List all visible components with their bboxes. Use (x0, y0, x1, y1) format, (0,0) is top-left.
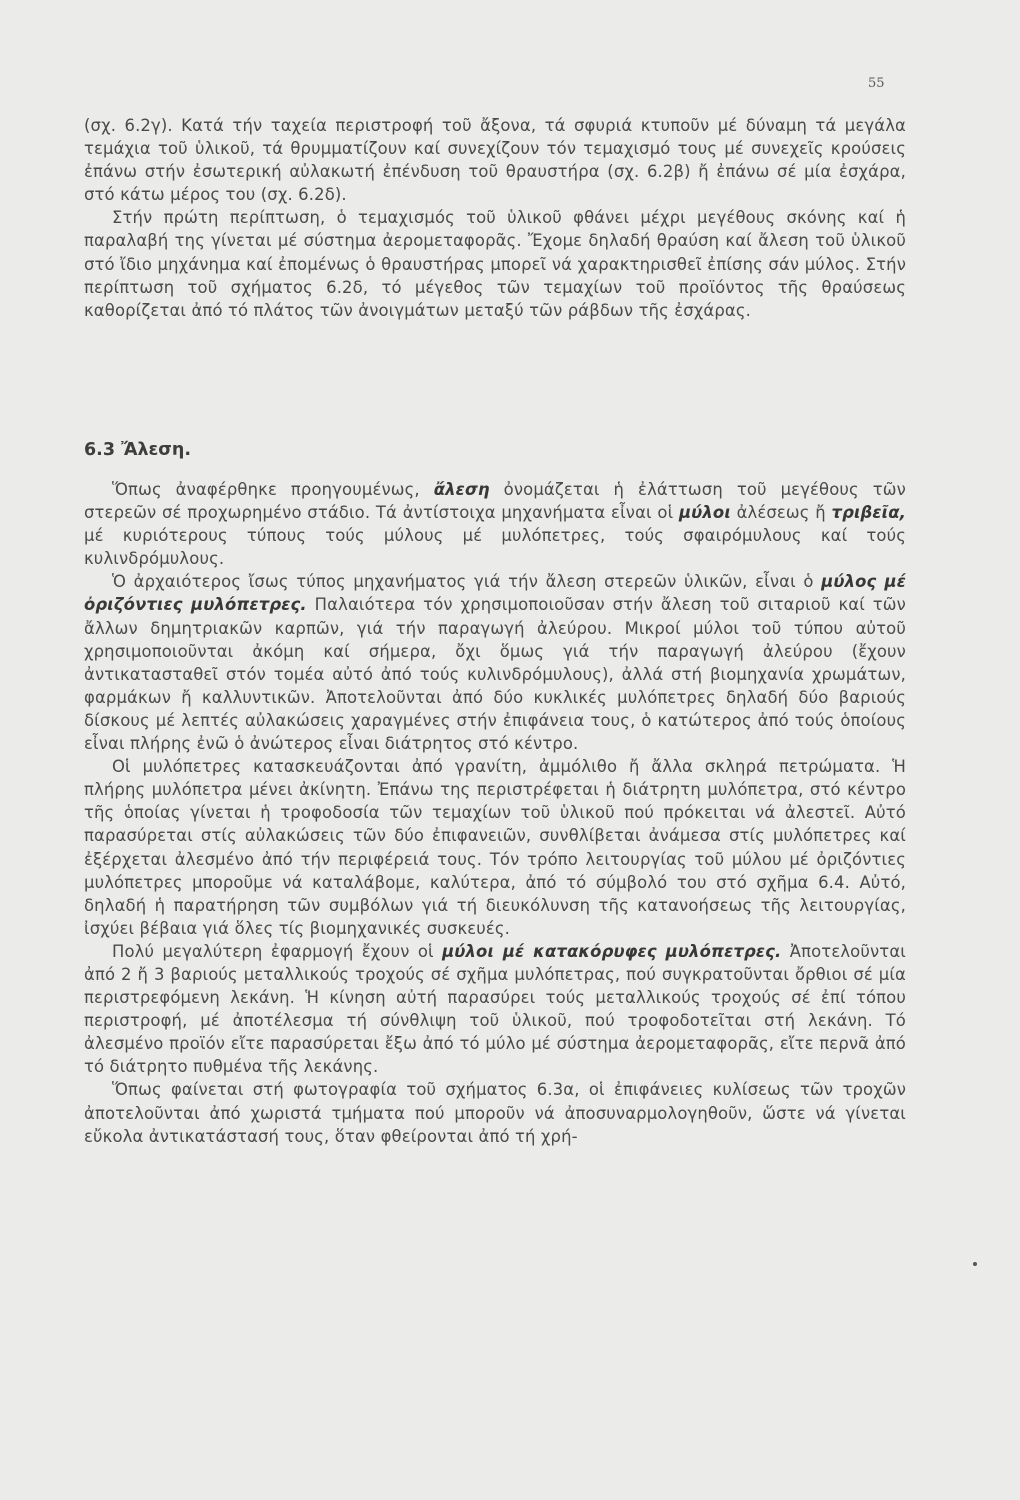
paragraph (84, 478, 906, 570)
text-run: Παλαιότερα τόν χρησιμοποιοῦσαν στήν ἄλεση τοῦ σιταριοῦ καί τῶν ἄλλων δημητριακῶν καρπῶν, γιά τήν παραγωγή ἀλεύρου. Μικροί μύλοι τοῦ τύπου αὐτοῦ χρησιμοποιοῦνται ἀκόμη καί σήμερα, ὄχι ὅμως γιά τήν παραγωγή ἀλεύρου (ἔχουν ἀντικατασταθεῖ στόν τομέα αὐτό ἀπό τούς κυλινδρόμυλους), ἀλλά στή βιομηχανία χρωμάτων, φαρμάκων ἤ καλλυντικῶν. Ἀποτελοῦνται ἀπό δύο κυκλικές μυλόπετρες δηλαδή δύο βαριούς δίσκους μέ λεπτές αὐλακώσεις χαραγμένες στήν ἐπιφάνεια τους, ὁ κατώτερος ἀπό τούς ὁποίους εἶναι πλήρης ἐνῶ ὁ ἀνώτερος εἶναι διάτρητος στό κέντρο. (84, 595, 906, 754)
text-run: Πολύ μεγαλύτερη ἐφαρμογή ἔχουν οἱ (112, 941, 434, 961)
text-block-bottom (84, 478, 906, 1148)
section-heading: 6.3 Ἄλεση. (84, 440, 192, 460)
term-horizontal-millstones: μύλος μέ ὀριζόντιες μυλόπετρες. (84, 572, 906, 615)
term-myloi: μύλοι (678, 503, 731, 523)
term-trivia: τριβεῖα, (831, 503, 906, 523)
paragraph-continued: (σχ. 6.2γ). Κατά τήν ταχεία περιστροφή τοῦ ἄξονα, τά σφυριά κτυποῦν μέ δύναμη τά μεγάλα τεμάχια τοῦ ὑλικοῦ, τά θρυμματίζουν καί συνεχίζουν τόν τεμαχισμό τους μέ συνεχεῖς κρούσεις ἐπάνω στήν ἐσωτερική αὐλακωτή ἐπένδυση τοῦ θραυστήρα (σχ. 6.2β) ἤ ἐπάνω σέ μία ἐσχάρα, στό κάτω μέρος του (σχ. 6.2δ). (84, 116, 906, 205)
paragraph (84, 570, 906, 755)
text-run: μέ κυριότερους τύπους τούς μύλους μέ μυλόπετρες, τούς σφαιρόμυλους καί τούς κυλινδρόμυλους. (84, 526, 906, 569)
paragraph: Στήν πρώτη περίπτωση, ὁ τεμαχισμός τοῦ ὑλικοῦ φθάνει μέχρι μεγέθους σκόνης καί ἡ παραλαβή της γίνεται μέ σύστημα ἀερομεταφορᾶς. Ἔχομε δηλαδή θραύση καί ἄλεση τοῦ ὑλικοῦ στό ἴδιο μηχάνημα καί ἐπομένως ὁ θραυστήρας μπορεῖ νά χαρακτηρισθεῖ ἐπίσης σάν μύλος. Στήν περίπτωση τοῦ σχήματος 6.2δ, τό μέγεθος τῶν τεμαχίων τοῦ προϊόντος τῆς θραύσεως καθορίζεται ἀπό τό πλάτος τῶν ἀνοιγμάτων μεταξύ τῶν ράβδων τῆς ἐσχάρας. (84, 208, 906, 320)
text-run: Ὅπως ἀναφέρθηκε προηγουμένως, (112, 480, 420, 499)
text-block-top (84, 114, 906, 322)
paragraph: Ὅπως φαίνεται στή φωτογραφία τοῦ σχήματος 6.3α, οἱ ἐπιφάνειες κυλίσεως τῶν τροχῶν ἀποτελοῦνται ἀπό χωριστά τμήματα πού μποροῦν νά ἀποσυναρμολογηθοῦν, ὥστε νά γίνεται εὔκολα ἀντικατάστασή τους, ὅταν φθείρονται ἀπό τή χρή- (84, 1080, 906, 1146)
paragraph (84, 940, 906, 1079)
text-run: Ἀποτελοῦνται ἀπό 2 ἤ 3 βαριούς μεταλλικούς τροχούς σέ σχῆμα μυλόπετρας, πού συγκρατοῦνται ὄρθιοι σέ μία περιστρεφόμενη λεκάνη. Ἡ κίνηση αὐτή παρασύρει τούς μεταλλικούς τροχούς σέ ἐπί τόπου περιστροφή, μέ ἀποτέλεσμα τή σύνθλιψη τοῦ ὑλικοῦ, πού τροφοδοτεῖται στή λεκάνη. Τό ἀλεσμένο προϊόν εἴτε παρασύρεται ἔξω ἀπό τό μύλο μέ σύστημα ἀερομεταφορᾶς, εἴτε περνᾶ ἀπό τό διάτρητο πυθμένα τῆς λεκάνης. (84, 941, 906, 1077)
term-alesi: ἄλεση (433, 480, 490, 499)
text-run: Ὁ ἀρχαιότερος ἴσως τύπος μηχανήματος γιά τήν ἄλεση στερεῶν ὑλικῶν, εἶναι ὁ (112, 572, 814, 592)
page-number: 55 (868, 76, 885, 91)
term-vertical-millstones: μύλοι μέ κατακόρυφες μυλόπετρες. (442, 941, 782, 961)
text-run: ὀνομάζεται ἡ ἐλάττωση τοῦ μεγέθους τῶν στερεῶν σέ προχωρημένο στάδιο. Τά ἀντίστοιχα μηχανήματα εἶναι οἱ (84, 480, 906, 523)
paragraph: Οἱ μυλόπετρες κατασκευάζονται ἀπό γρανίτη, ἀμμόλιθο ἤ ἄλλα σκληρά πετρώματα. Ἡ πλήρης μυλόπετρα μένει ἀκίνητη. Ἐπάνω της περιστρέφεται ἡ διάτρητη μυλόπετρα, στό κέντρο τῆς ὁποίας γίνεται ἡ τροφοδοσία τῶν τεμαχίων τοῦ ὑλικοῦ πού πρόκειται νά ἀλεστεῖ. Αὐτό παρασύρεται στίς αὐλακώσεις τῶν δύο ἐπιφανειῶν, συνθλίβεται ἀνάμεσα στίς μυλόπετρες καί ἐξέρχεται ἀλεσμένο ἀπό τήν περιφέρειά τους. Τόν τρόπο λειτουργίας τοῦ μύλου μέ ὀριζόντιες μυλόπετρες μποροῦμε νά καταλάβομε, καλύτερα, ἀπό τό σύμβολό του στό σχῆμα 6.4. Αὐτό, δηλαδή ἡ παρατήρηση τῶν συμβόλων γιά τή διευκόλυνση τῆς κατανοήσεως τῆς λειτουργίας, ἰσχύει βέβαια γιά ὅλες τίς βιομηχανικές συσκευές. (84, 757, 906, 938)
ink-speck (973, 1262, 977, 1266)
text-run: ἀλέσεως ἤ (736, 503, 826, 523)
